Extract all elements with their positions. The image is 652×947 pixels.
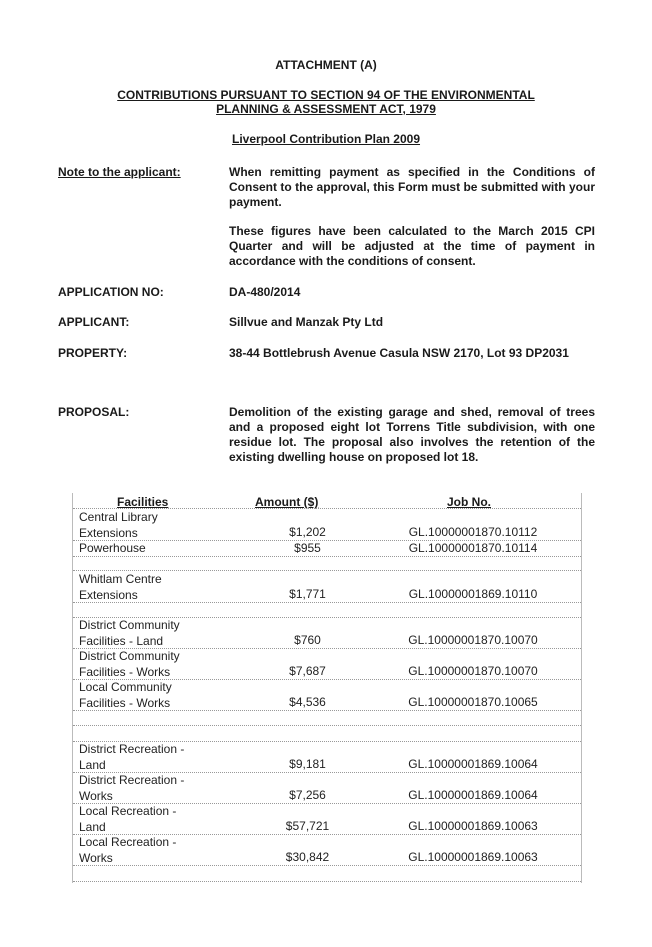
job-number: GL.10000001870.10114 [408,541,538,555]
row-divider [73,865,581,866]
proposal-label: PROPOSAL: [58,405,130,419]
note-label: Note to the applicant: [58,165,181,179]
header-facilities: Facilities [117,495,169,509]
plan-title: Liverpool Contribution Plan 2009 [231,132,421,146]
amount-value: $7,687 [289,664,326,678]
header-amount: Amount ($) [255,495,319,509]
amount-value: $4,536 [289,695,326,709]
facility-name: Powerhouse [79,541,146,555]
property-value: 38-44 Bottlebrush Avenue Casula NSW 2170, Lot 93 DP2031 [229,346,569,360]
amount-value: $30,842 [285,850,330,864]
note-paragraph-1: When remitting payment as specified in the Conditions of Consent to the approval, this Form must be submitted with your payment. [229,165,595,209]
facility-name: Local Community Facilities - Works [79,680,172,710]
facility-name: District Community Facilities - Land [79,618,180,648]
amount-value: $955 [294,541,321,555]
job-number: GL.10000001870.10065 [408,695,538,709]
row-divider [73,725,581,726]
job-number: GL.10000001870.10112 [408,525,538,539]
job-number: GL.10000001869.10064 [408,788,538,802]
application-value: DA-480/2014 [229,285,301,299]
amount-value: $1,202 [289,525,326,539]
row-divider [73,508,581,509]
property-label: PROPERTY: [58,346,128,360]
applicant-label: APPLICANT: [58,315,130,329]
job-number: GL.10000001869.10064 [408,757,538,771]
row-divider [73,570,581,571]
amount-value: $1,771 [289,587,326,601]
applicant-value: Sillvue and Manzak Pty Ltd [229,315,384,329]
attachment-title: ATTACHMENT (A) [275,58,377,72]
header-job: Job No. [447,495,491,509]
facility-name: District Recreation - Works [79,773,185,803]
amount-value: $760 [294,633,321,647]
facility-name: District Community Facilities - Works [79,649,180,679]
job-number: GL.10000001870.10070 [408,664,538,678]
facility-name: Central Library Extensions [79,510,158,540]
facility-name: Whitlam Centre Extensions [79,572,162,602]
job-number: GL.10000001869.10063 [408,850,538,864]
contributions-heading-line1: CONTRIBUTIONS PURSUANT TO SECTION 94 OF THE ENVIRONMENTAL [117,88,535,102]
amount-value: $57,721 [285,819,330,833]
job-number: GL.10000001870.10070 [408,633,538,647]
contributions-heading-line2: PLANNING & ASSESSMENT ACT, 1979 [216,102,436,116]
facility-name: Local Recreation - Works [79,835,177,865]
contributions-table [72,493,582,883]
job-number: GL.10000001869.10063 [408,819,538,833]
row-divider [73,881,581,882]
note-paragraph-2: These figures have been calculated to the March 2015 CPI Quarter and will be adjusted at the time of payment in accordance with the conditions of consent. [229,224,595,268]
amount-value: $7,256 [289,788,326,802]
proposal-value: Demolition of the existing garage and shed, removal of trees and a proposed eight lot Torrens Title subdivision, with one residue lot. The proposal also involves the retention of the existing dwelling house on proposed lot 18. [229,405,595,464]
row-divider [73,556,581,557]
facility-name: Local Recreation - Land [79,804,177,834]
facility-name: District Recreation - Land [79,742,185,772]
job-number: GL.10000001869.10110 [408,587,538,601]
application-label: APPLICATION NO: [58,285,164,299]
row-divider [73,710,581,711]
row-divider [73,602,581,603]
amount-value: $9,181 [289,757,326,771]
